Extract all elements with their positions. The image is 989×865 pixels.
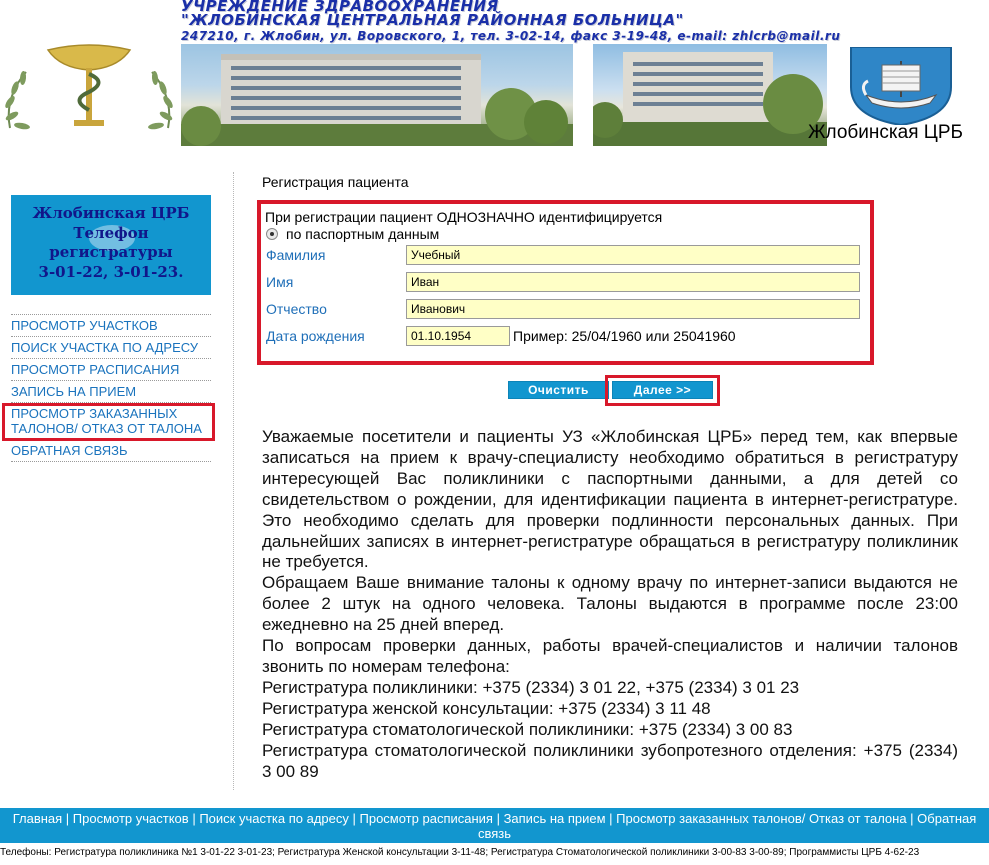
info-phone-womens: Регистратура женской консультации: +375 (2334) 3 11 48 (262, 698, 711, 718)
info-paragraph-contact: По вопросам проверки данных, работы врачей-специалистов и наличии талонов звонить по номерам телефона: (262, 636, 958, 676)
hospital-entrance-photo (593, 44, 827, 146)
footer-phones: Телефоны: Регистратура поликлиника №1 3-01-22 3-01-23; Регистратура Женской консультации 3-11-48; Регистратура Стоматологической поликлиники 3-00-83 3-00-89; Программисты ЦРБ 4-62-23 (0, 847, 920, 858)
sidebar-item-appointment[interactable]: ЗАПИСЬ НА ПРИЕМ (11, 380, 211, 402)
sidebar-item-view-areas[interactable]: ПРОСМОТР УЧАСТКОВ (11, 314, 211, 336)
footer-link-home[interactable]: Главная (12, 811, 63, 826)
page-title: Регистрация пациента (262, 174, 409, 190)
sidebar-item-feedback[interactable]: ОБРАТНАЯ СВЯЗЬ (11, 439, 211, 462)
info-text (262, 427, 958, 782)
site-header (0, 0, 989, 150)
bowl-of-hygieia-icon (0, 38, 178, 138)
info-paragraph-ticket-limit: Обращаем Ваше внимание талоны к одному врачу по интернет-записи выдаются не более 2 штук на одного человека. Талоны выдаются в программе после 23:00 ежедневно на 25 дней вперед. (262, 573, 958, 635)
name-field[interactable] (406, 272, 860, 292)
org-name-line-1: УЧРЕЖДЕНИЕ ЗДРАВООХРАНЕНИЯ (181, 0, 499, 15)
footer-link-schedule[interactable]: Просмотр расписания (359, 811, 493, 826)
registry-phone-box (11, 195, 211, 295)
org-name-line-2: "ЖЛОБИНСКАЯ ЦЕНТРАЛЬНАЯ РАЙОННАЯ БОЛЬНИЦА" (181, 11, 684, 29)
org-address: 247210, г. Жлобин, ул. Воровского, 1, тел. 3-02-14, факс 3-19-48, e-mail: zhlcrb@mail.ru (181, 29, 841, 43)
surname-field[interactable] (406, 245, 860, 265)
sidebar-item-search-area[interactable]: ПОИСК УЧАСТКА ПО АДРЕСУ (11, 336, 211, 358)
next-button[interactable]: Далее >> (612, 381, 713, 399)
dob-field[interactable] (406, 326, 510, 346)
footer-link-feedback[interactable]: Обратная связь (477, 811, 977, 841)
sidebar-item-schedule[interactable]: ПРОСМОТР РАСПИСАНИЯ (11, 358, 211, 380)
form-intro-text: При регистрации пациент ОДНОЗНАЧНО идентифицируется (265, 209, 663, 225)
identification-radio-row[interactable] (266, 226, 439, 242)
phone-box-registry-label: регистратуры (49, 243, 173, 261)
column-divider (233, 172, 234, 790)
phone-box-numbers: 3-01-22, 3-01-23. (38, 262, 184, 281)
phone-box-title: Жлобинская ЦРБ (32, 204, 190, 222)
patronymic-label: Отчество (266, 301, 327, 317)
hospital-building-photo (181, 44, 573, 146)
footer-nav: Главная | Просмотр участков | Поиск участка по адресу | Просмотр расписания | Запись на прием | Просмотр заказанных талонов/ Отказ от талона | Обратная связь (0, 808, 989, 843)
passport-radio-label: по паспортным данным (286, 226, 440, 242)
viking-ship-crest-icon (846, 47, 956, 125)
phone-box-phone-label: Телефон (73, 223, 149, 242)
info-paragraph-first-visit: Уважаемые посетители и пациенты УЗ «Жлобинская ЦРБ» перед тем, как впервые записаться на прием к врачу-специалисту необходимо обратиться в регистратуру интересующей Вас поликлиники с паспортными данными, а для детей со свидетельством о рождении, для идентификации пациента в интернет-регистратуре. Это необходимо сделать для проверки подлинности персональных данных. При дальнейших записях в интернет-регистратуре обращаться в регистратуру поликлиник не требуется. (262, 427, 958, 572)
dob-label: Дата рождения (266, 328, 365, 344)
name-label: Имя (266, 274, 294, 290)
passport-radio-button[interactable] (266, 228, 278, 240)
dob-example-text: Пример: 25/04/1960 или 25041960 (513, 328, 736, 344)
footer-link-search-area[interactable]: Поиск участка по адресу (199, 811, 349, 826)
patient-registration-form (257, 200, 874, 365)
info-phone-prosthetic: Регистратура стоматологической поликлиники зубопротезного отделения: +375 (2334) 3 00 89 (262, 740, 958, 781)
info-phone-dental: Регистратура стоматологической поликлиники: +375 (2334) 3 00 83 (262, 719, 793, 739)
footer-link-view-areas[interactable]: Просмотр участков (72, 811, 189, 826)
patronymic-field[interactable] (406, 299, 860, 319)
footer-link-ordered-tickets[interactable]: Просмотр заказанных талонов/ Отказ от талона (616, 811, 907, 826)
site-caption: Жлобинская ЦРБ (808, 122, 963, 143)
surname-label: Фамилия (266, 247, 326, 263)
sidebar-highlight-frame (2, 403, 215, 441)
info-phone-clinic: Регистратура поликлиники: +375 (2334) 3 01 22, +375 (2334) 3 01 23 (262, 677, 800, 697)
footer-link-appointment[interactable]: Запись на прием (503, 811, 606, 826)
sidebar-item-ordered-tickets[interactable]: ПРОСМОТР ЗАКАЗАННЫХ ТАЛОНОВ/ ОТКАЗ ОТ ТАЛОНА (11, 402, 211, 439)
clear-button[interactable]: Очистить (508, 381, 609, 399)
